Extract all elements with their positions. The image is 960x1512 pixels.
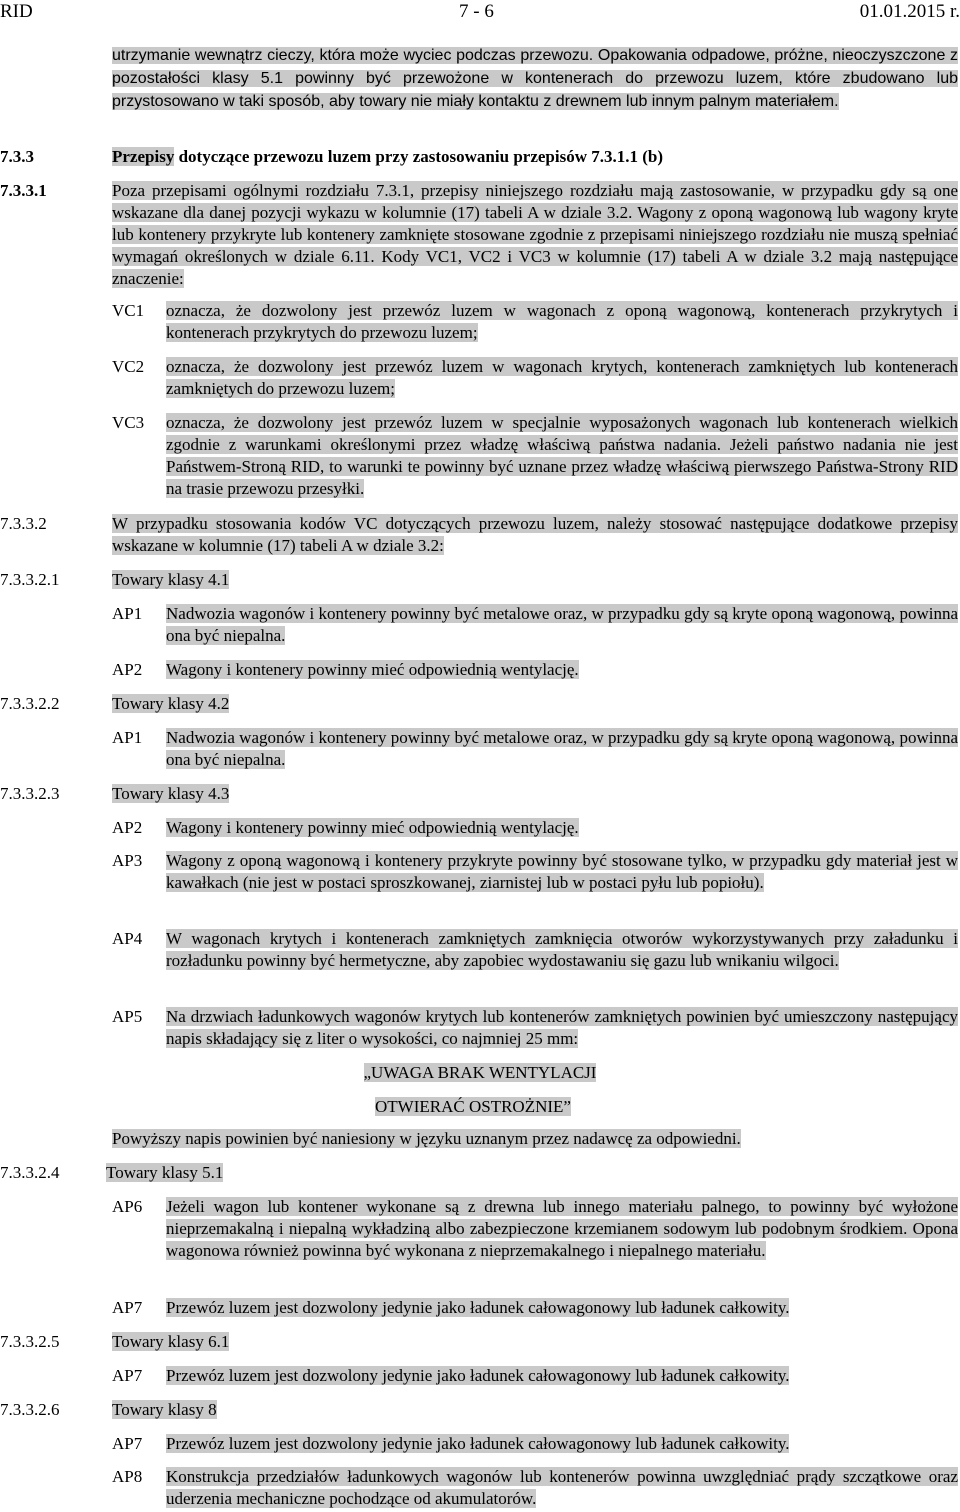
- code-ap5: AP5: [112, 1007, 143, 1026]
- paragraph-7-3-3-2: [112, 513, 958, 557]
- requirement-ap7-text: Przewóz luzem jest dozwolony jedynie jako ładunek całowagonowy lub ładunek całkowity.: [166, 1298, 790, 1317]
- section-heading-7-3-3: [112, 146, 958, 168]
- code-ap2: AP2: [112, 818, 143, 837]
- section-title-7-3-3-2-4-text: Towary klasy 5.1: [106, 1163, 224, 1182]
- code-ap7: AP7: [112, 1298, 143, 1317]
- requirement-ap7: [166, 1297, 958, 1319]
- warning-notice-line-1: [0, 1062, 960, 1084]
- section-title-7-3-3-2-5: [112, 1331, 229, 1353]
- code-vc2: VC2: [112, 357, 145, 376]
- section-number-7-3-3: 7.3.3: [0, 147, 34, 166]
- requirement-ap1: [166, 603, 958, 647]
- requirement-ap2-text: Wagony i kontenery powinny mieć odpowiednią wentylację.: [166, 818, 579, 837]
- code-ap7: AP7: [112, 1366, 143, 1385]
- section-number-7-3-3-1: 7.3.3.1: [0, 181, 47, 200]
- code-ap6: AP6: [112, 1197, 143, 1216]
- intro-text: utrzymanie wewnątrz cieczy, która może wyciec podczas przewozu. Opakowania odpadowe, próżne, nieoczyszczone z pozostałości klasy 5.1 powinny być przewożone w kontenerach do przewozu luzem, które zbudowano lub przystosowano w taki sposób, aby towary nie miały kontaktu z drewnem lub innym palnym materiałem.: [112, 47, 958, 110]
- definition-vc2-text: oznacza, że dozwolony jest przewóz luzem w wagonach krytych, kontenerach zamkniętych lub kontenerach zamkniętych do przewozu luzem;: [166, 357, 958, 398]
- code-ap2: AP2: [112, 660, 143, 679]
- code-vc1: VC1: [112, 301, 145, 320]
- requirement-ap7-text: Przewóz luzem jest dozwolony jedynie jako ładunek całowagonowy lub ładunek całkowity.: [166, 1366, 790, 1385]
- warning-notice-line-2: [0, 1096, 946, 1118]
- section-title-7-3-3-2-3-text: Towary klasy 4.3: [112, 784, 230, 803]
- section-title-7-3-3-2-2-text: Towary klasy 4.2: [112, 694, 230, 713]
- heading-rest: dotyczące przewozu luzem przy zastosowaniu przepisów 7.3.1.1 (b): [174, 147, 664, 166]
- section-title-7-3-3-2-3: [112, 783, 229, 805]
- notice-language-note: [112, 1128, 958, 1150]
- requirement-ap1-text: Nadwozia wagonów i kontenery powinny być metalowe oraz, w przypadku gdy są kryte oponą wagonową, powinna ona być niepalna.: [166, 604, 958, 645]
- section-title-7-3-3-2-4: [106, 1162, 223, 1184]
- requirement-ap1: [166, 727, 958, 771]
- section-title-7-3-3-2-1: [112, 569, 229, 591]
- requirement-ap2-text: Wagony i kontenery powinny mieć odpowiednią wentylację.: [166, 660, 579, 679]
- header-rid: RID: [0, 1, 33, 22]
- requirement-ap4-text: W wagonach krytych i kontenerach zamkniętych zamknięcia otworów wykorzystywanych przy załadunku i rozładunku powinny być hermetyczne, aby zapobiec wydostawaniu się gazu lub wnikaniu wilgoci.: [166, 929, 958, 970]
- section-number-7-3-3-2-3: 7.3.3.2.3: [0, 784, 60, 803]
- requirement-ap4: [166, 928, 958, 972]
- definition-vc2: [166, 356, 958, 400]
- header-date: 01.01.2015 r.: [859, 1, 960, 22]
- requirement-ap5: [166, 1006, 958, 1050]
- requirement-ap3: [166, 850, 958, 894]
- header-page-number: 7 - 6: [459, 1, 494, 22]
- definition-vc3-text: oznacza, że dozwolony jest przewóz luzem w specjalnie wyposażonych wagonach lub kontenerach wielkich zgodnie z warunkami określonymi przez władzę właściwą państwa nadania. Jeżeli państwo nadania nie jest Państwem-Stroną RID, to warunki te powinny być uznane przez władzę właściwą pierwszego Państwa-Strony RID na trasie przewozu przesyłki.: [166, 413, 958, 498]
- warning-notice-line-2-text: OTWIERAĆ OSTROŻNIE”: [375, 1097, 571, 1116]
- intro-paragraph: [112, 44, 958, 113]
- code-ap7: AP7: [112, 1434, 143, 1453]
- definition-vc1: [166, 300, 958, 344]
- section-title-7-3-3-2-6-text: Towary klasy 8: [112, 1400, 217, 1419]
- requirement-ap6-text: Jeżeli wagon lub kontener wykonane są z drewna lub innego materiału palnego, to powinny być wyłożone nieprzemakalną i niepalną wykładziną albo zabezpieczone krzemianem sodowym lub podobnym środkiem. Opona wagonowa również powinna być wykonana z nieprzemakalnego i niepalnego materiału.: [166, 1197, 958, 1260]
- warning-notice-line-1-text: „UWAGA BRAK WENTYLACJI: [363, 1063, 597, 1082]
- requirement-ap2: [166, 817, 958, 839]
- definition-vc3: [166, 412, 958, 500]
- heading-word-przepisy: Przepisy: [112, 147, 175, 166]
- requirement-ap7-text: Przewóz luzem jest dozwolony jedynie jako ładunek całowagonowy lub ładunek całkowity.: [166, 1434, 790, 1453]
- requirement-ap3-text: Wagony z oponą wagonową i kontenery przykryte powinny być stosowane tylko, w przypadku gdy materiał jest w kawałkach (nie jest w postaci sproszkowanej, ziarnistej lub w postaci pyłu lub popiołu).: [166, 851, 958, 892]
- code-ap8: AP8: [112, 1467, 143, 1486]
- requirement-ap6: [166, 1196, 958, 1262]
- section-title-7-3-3-2-6: [112, 1399, 217, 1421]
- section-number-7-3-3-2-5: 7.3.3.2.5: [0, 1332, 60, 1351]
- requirement-ap2: [166, 659, 958, 681]
- section-title-7-3-3-2-2: [112, 693, 229, 715]
- section-number-7-3-3-2-6: 7.3.3.2.6: [0, 1400, 60, 1419]
- code-ap1: AP1: [112, 604, 143, 623]
- section-number-7-3-3-2-4: 7.3.3.2.4: [0, 1163, 60, 1182]
- code-ap4: AP4: [112, 929, 143, 948]
- requirement-ap8-text: Konstrukcja przedziałów ładunkowych wagonów lub kontenerów powinna uwzględniać prądy szczątkowe oraz uderzenia mechaniczne pochodzące od akumulatorów.: [166, 1467, 958, 1508]
- code-ap3: AP3: [112, 851, 143, 870]
- code-ap1: AP1: [112, 728, 143, 747]
- paragraph-7-3-3-1: [112, 180, 958, 290]
- definition-vc1-text: oznacza, że dozwolony jest przewóz luzem w wagonach z oponą wagonową, kontenerach przykrytych i kontenerach przykrytych do przewozu luzem;: [166, 301, 958, 342]
- notice-language-note-text: Powyższy napis powinien być naniesiony w języku uznanym przez nadawcę za odpowiedni.: [112, 1129, 741, 1148]
- requirement-ap8: [166, 1466, 958, 1510]
- requirement-ap5-text: Na drzwiach ładunkowych wagonów krytych lub kontenerów zamkniętych powinien być umieszczony następujący napis składający się z liter o wysokości, co najmniej 25 mm:: [166, 1007, 958, 1048]
- requirement-ap1-text: Nadwozia wagonów i kontenery powinny być metalowe oraz, w przypadku gdy są kryte oponą wagonową, powinna ona być niepalna.: [166, 728, 958, 769]
- section-number-7-3-3-2-1: 7.3.3.2.1: [0, 570, 60, 589]
- paragraph-7-3-3-2-text: W przypadku stosowania kodów VC dotyczących przewozu luzem, należy stosować następujące dodatkowe przepisy wskazane w kolumnie (17) tabeli A w dziale 3.2:: [112, 514, 958, 555]
- section-number-7-3-3-2-2: 7.3.3.2.2: [0, 694, 60, 713]
- paragraph-7-3-3-1-text: Poza przepisami ogólnymi rozdziału 7.3.1, przepisy niniejszego rozdziału mają zastosowanie, w przypadku gdy są one wskazane dla danej pozycji wykazu w kolumnie (17) tabeli A w dziale 3.2. Wagony z oponą wagonową lub wagony kryte lub kontenery przykryte lub kontenery zamknięte stosowane zgodnie z przepisami niniejszego rozdziału nie muszą spełniać wymagań określonych w dziale 6.11. Kody VC1, VC2 i VC3 w kolumnie (17) tabeli A w dziale 3.2 mają następujące znaczenie:: [112, 181, 958, 288]
- requirement-ap7: [166, 1433, 958, 1455]
- requirement-ap7: [166, 1365, 958, 1387]
- section-title-7-3-3-2-1-text: Towary klasy 4.1: [112, 570, 230, 589]
- code-vc3: VC3: [112, 413, 145, 432]
- section-title-7-3-3-2-5-text: Towary klasy 6.1: [112, 1332, 230, 1351]
- section-number-7-3-3-2: 7.3.3.2: [0, 514, 47, 533]
